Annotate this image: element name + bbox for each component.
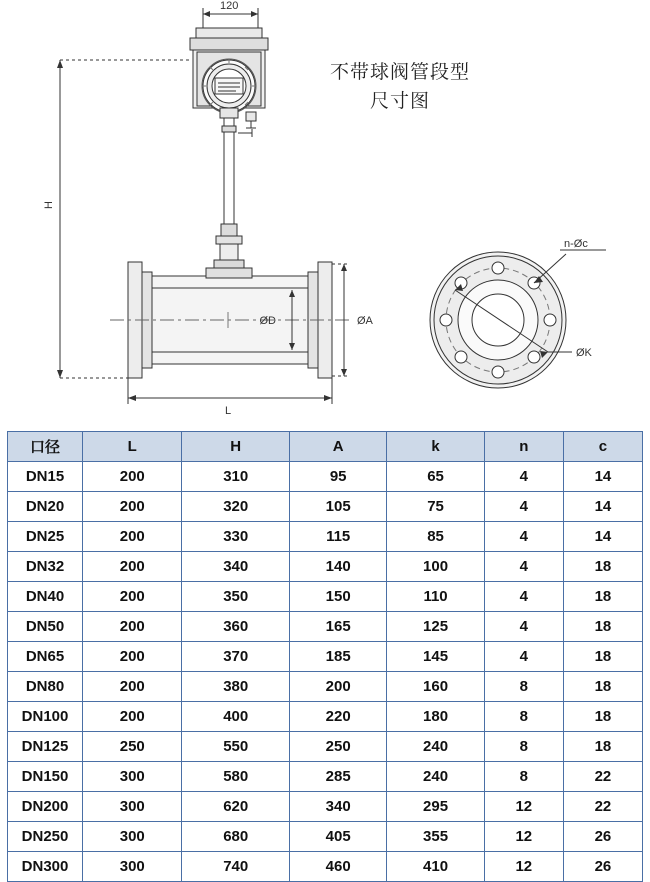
cell-value: 4: [484, 612, 563, 642]
cell-value: 240: [387, 732, 484, 762]
pipe-spool-body: [110, 262, 350, 378]
cell-value: 145: [387, 642, 484, 672]
cell-value: 200: [83, 582, 182, 612]
cell-value: 400: [182, 702, 290, 732]
label-holes-n-c: n-Øc: [564, 238, 588, 250]
cell-value: 200: [83, 642, 182, 672]
dimension-drawing: [0, 0, 650, 425]
column-header-l: L: [83, 432, 182, 462]
table-row: [8, 732, 643, 762]
cell-value: 580: [182, 762, 290, 792]
cell-value: 240: [387, 762, 484, 792]
column-header-a: A: [289, 432, 386, 462]
cell-value: 125: [387, 612, 484, 642]
cell-value: 110: [387, 582, 484, 612]
cell-value: 250: [83, 732, 182, 762]
cell-value: 185: [289, 642, 386, 672]
cell-dn: DN100: [8, 702, 83, 732]
column-header-k: k: [387, 432, 484, 462]
cell-value: 22: [563, 792, 642, 822]
cell-value: 18: [563, 672, 642, 702]
cell-value: 320: [182, 492, 290, 522]
table-row: [8, 612, 643, 642]
cell-value: 680: [182, 822, 290, 852]
table-row: [8, 492, 643, 522]
cell-value: 18: [563, 552, 642, 582]
cell-dn: DN65: [8, 642, 83, 672]
cell-value: 8: [484, 732, 563, 762]
cell-value: 8: [484, 762, 563, 792]
cell-value: 200: [83, 552, 182, 582]
table-row: [8, 522, 643, 552]
cell-value: 550: [182, 732, 290, 762]
label-bolt-circle-k: ØK: [576, 347, 592, 359]
label-flange-a: ØA: [357, 315, 373, 327]
cell-value: 200: [289, 672, 386, 702]
table-row: [8, 582, 643, 612]
cell-value: 350: [182, 582, 290, 612]
cell-value: 26: [563, 852, 642, 882]
column-header-h: H: [182, 432, 290, 462]
table-row: [8, 762, 643, 792]
column-header-n: n: [484, 432, 563, 462]
cell-dn: DN15: [8, 462, 83, 492]
cell-value: 14: [563, 462, 642, 492]
cell-value: 18: [563, 642, 642, 672]
cell-value: 14: [563, 522, 642, 552]
table-row: [8, 642, 643, 672]
table-row: [8, 822, 643, 852]
cell-value: 200: [83, 522, 182, 552]
cell-value: 12: [484, 792, 563, 822]
cell-value: 4: [484, 552, 563, 582]
cell-dn: DN250: [8, 822, 83, 852]
cell-value: 22: [563, 762, 642, 792]
cell-value: 12: [484, 822, 563, 852]
cell-dn: DN150: [8, 762, 83, 792]
cell-value: 200: [83, 672, 182, 702]
cell-value: 300: [83, 792, 182, 822]
cell-value: 200: [83, 492, 182, 522]
cell-dn: DN125: [8, 732, 83, 762]
cell-value: 4: [484, 522, 563, 552]
cell-value: 165: [289, 612, 386, 642]
cell-value: 310: [182, 462, 290, 492]
cell-value: 14: [563, 492, 642, 522]
cell-value: 360: [182, 612, 290, 642]
cell-value: 95: [289, 462, 386, 492]
cell-value: 140: [289, 552, 386, 582]
cell-value: 8: [484, 672, 563, 702]
cell-value: 180: [387, 702, 484, 732]
cell-value: 295: [387, 792, 484, 822]
cell-value: 200: [83, 702, 182, 732]
cell-value: 75: [387, 492, 484, 522]
label-l: L: [224, 405, 232, 417]
drawing-title-line1: 不带球阀管段型: [329, 62, 470, 83]
cell-value: 18: [563, 582, 642, 612]
cell-value: 200: [83, 462, 182, 492]
cell-value: 250: [289, 732, 386, 762]
cell-value: 340: [289, 792, 386, 822]
drawing-title: [300, 58, 500, 117]
cell-value: 65: [387, 462, 484, 492]
dimension-table: [7, 431, 643, 882]
cell-value: 405: [289, 822, 386, 852]
column-header-dn: 口径: [8, 432, 83, 462]
cell-value: 12: [484, 852, 563, 882]
cell-value: 160: [387, 672, 484, 702]
table-row: [8, 702, 643, 732]
drawing-title-line2: 尺寸图: [369, 91, 430, 113]
cell-value: 300: [83, 822, 182, 852]
cell-value: 300: [83, 762, 182, 792]
cell-value: 355: [387, 822, 484, 852]
table-row: [8, 672, 643, 702]
cell-value: 620: [182, 792, 290, 822]
cell-dn: DN200: [8, 792, 83, 822]
cell-value: 18: [563, 702, 642, 732]
cell-value: 18: [563, 732, 642, 762]
cell-value: 740: [182, 852, 290, 882]
cell-dn: DN32: [8, 552, 83, 582]
cell-value: 4: [484, 582, 563, 612]
cell-value: 105: [289, 492, 386, 522]
sensor-stem: [214, 108, 252, 270]
cell-dn: DN40: [8, 582, 83, 612]
l-dimension: [128, 378, 332, 404]
cell-value: 150: [289, 582, 386, 612]
cell-dn: DN25: [8, 522, 83, 552]
cell-value: 285: [289, 762, 386, 792]
label-top-width: 120: [220, 0, 239, 12]
table-row: [8, 552, 643, 582]
table-row: [8, 462, 643, 492]
flange-face-view: [430, 250, 606, 388]
cell-value: 4: [484, 462, 563, 492]
label-h: H: [43, 201, 55, 209]
cell-value: 85: [387, 522, 484, 552]
cell-dn: DN80: [8, 672, 83, 702]
cell-value: 460: [289, 852, 386, 882]
cell-value: 340: [182, 552, 290, 582]
cell-value: 4: [484, 642, 563, 672]
cell-value: 200: [83, 612, 182, 642]
cell-value: 8: [484, 702, 563, 732]
cell-dn: DN300: [8, 852, 83, 882]
cell-value: 410: [387, 852, 484, 882]
cell-value: 18: [563, 612, 642, 642]
cell-value: 220: [289, 702, 386, 732]
cell-value: 370: [182, 642, 290, 672]
cell-dn: DN20: [8, 492, 83, 522]
cell-dn: DN50: [8, 612, 83, 642]
cell-value: 330: [182, 522, 290, 552]
table-row: [8, 852, 643, 882]
table-header-row: [8, 432, 643, 462]
cell-value: 26: [563, 822, 642, 852]
table-row: [8, 792, 643, 822]
cell-value: 300: [83, 852, 182, 882]
cell-value: 380: [182, 672, 290, 702]
cell-value: 100: [387, 552, 484, 582]
cell-value: 115: [289, 522, 386, 552]
label-bore-d: ØD: [259, 315, 276, 327]
cell-value: 4: [484, 492, 563, 522]
column-header-c: c: [563, 432, 642, 462]
